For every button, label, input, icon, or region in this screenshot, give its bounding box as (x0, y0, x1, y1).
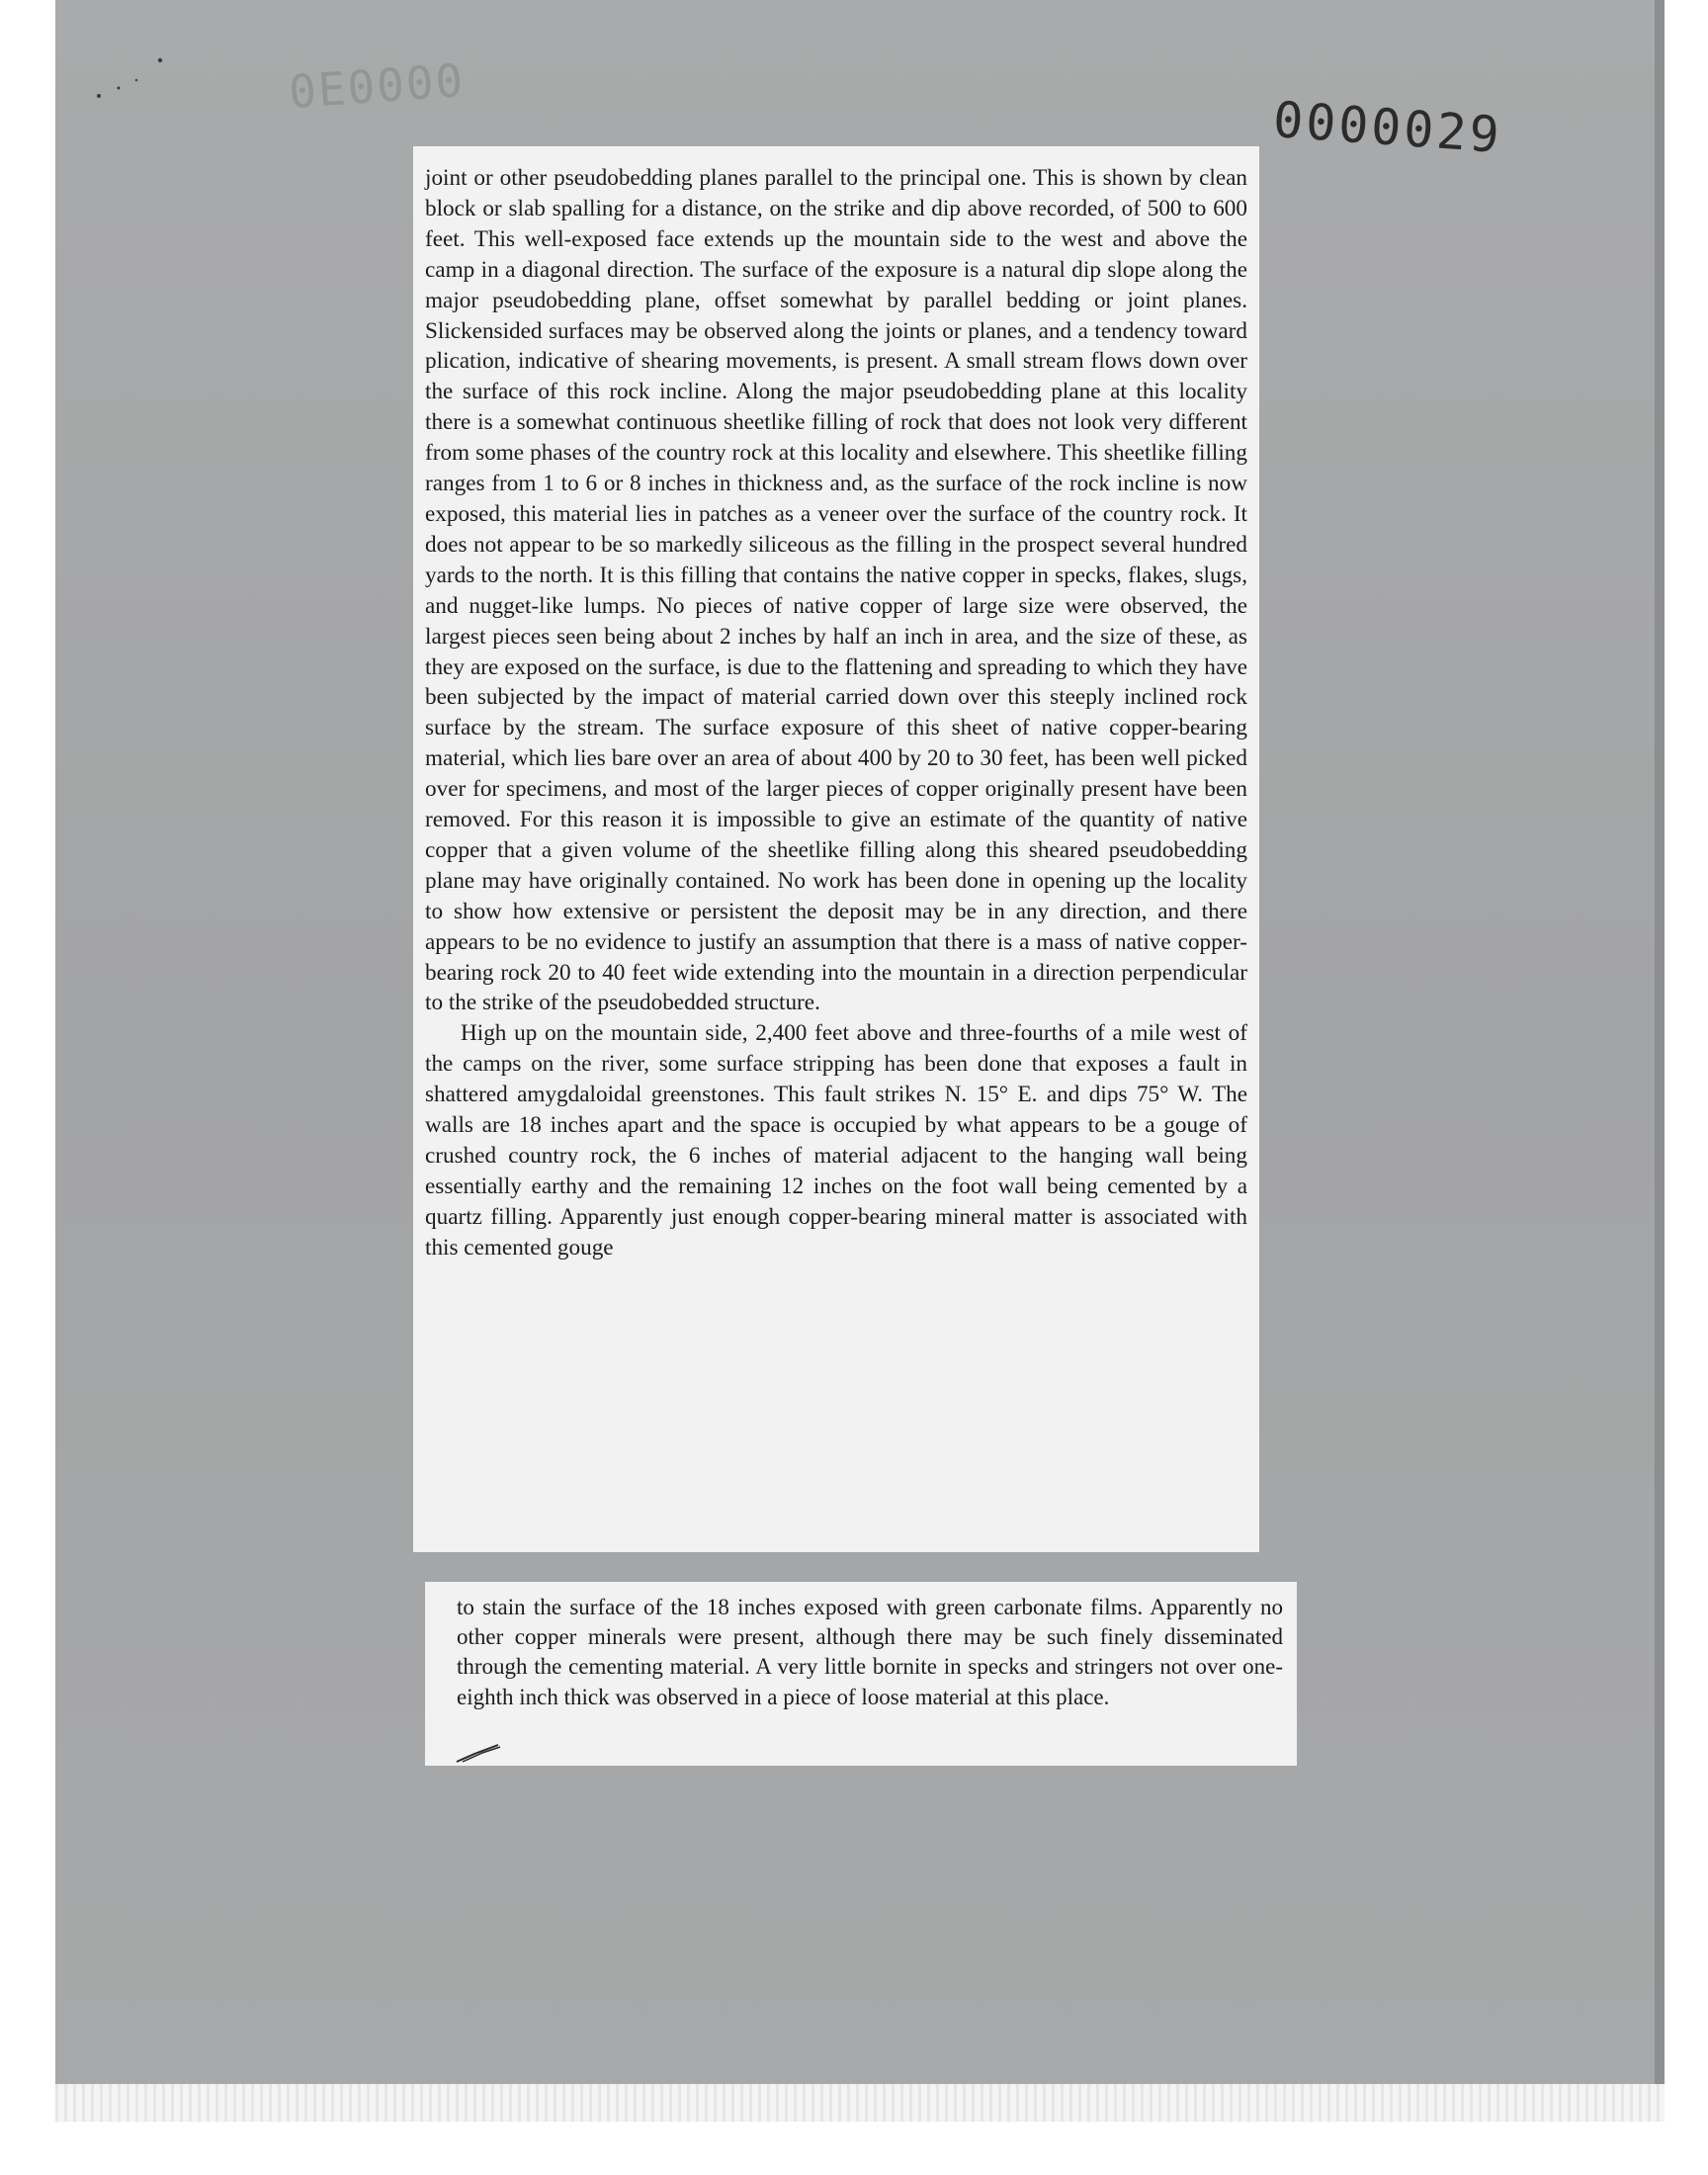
body-paragraph-1: joint or other pseudobedding planes parallel to the principal one. This is shown by clean block or slab spalling for a distance, on the strike and dip above recorded, of 500 to 600 feet. This well-exposed face extends up the mountain side to the west and above the camp in a diagonal direction. The surface of the exposure is a natural dip slope along the major pseudobedding plane, offset somewhat by parallel bedding or joint planes. Slickensided surfaces may be observed along the joints or planes, and a tendency toward plication, indicative of shearing movements, is present. A small stream flows down over the surface of this rock incline. Along the major pseudobedding plane at this locality there is a somewhat continuous sheetlike filling of rock that does not look very different from some phases of the country rock at this locality and elsewhere. This sheetlike filling ranges from 1 to 6 or 8 inches in thickness and, as the surface of the rock incline is now exposed, this material lies in patches as a veneer over the surface of the country rock. It does not appear to be so markedly siliceous as the filling in the prospect several hundred yards to the north. It is this filling that contains the native copper in specks, flakes, slugs, and nugget-like lumps. No pieces of native copper of large size were observed, the largest pieces seen being about 2 inches by half an inch in area, and the size of these, as they are exposed on the surface, is due to the flattening and spreading to which they have been subjected by the impact of material carried down over this steeply inclined rock surface by the stream. The surface exposure of this sheet of native copper-bearing material, which lies bare over an area of about 400 by 20 to 30 feet, has been well picked over for specimens, and most of the larger pieces of copper originally present have been removed. For this reason it is impossible to give an estimate of the quantity of native copper that a given volume of the sheetlike filling along this sheared pseudobedding plane may have originally contained. No work has been done in opening up the locality to show how extensive or persistent the deposit may be in any direction, and there appears to be no evidence to justify an assumption that there is a mass of native copper-bearing rock 20 to 40 feet wide extending into the mountain in a direction perpendicular to the strike of the pseudobedded structure. (425, 165, 1247, 1016)
stamped-page-number: 0000029 (1271, 90, 1504, 165)
pen-tick-mark-icon (455, 1742, 504, 1764)
sheet-edge-shadow (1655, 0, 1665, 2084)
text-clipping-continuation (425, 1582, 1297, 1766)
scanner-bottom-strip (55, 2084, 1665, 2122)
text-clipping-main (413, 146, 1259, 1552)
continuation-paragraph: to stain the surface of the 18 inches exposed with green carbonate films. Apparently no other copper minerals were present, although there may be such finely disseminated through the cementing material. A very little bornite in specks and stringers not over one-eighth inch thick was observed in a piece of loose material at this place. (457, 1595, 1283, 1709)
body-paragraph-2: High up on the mountain side, 2,400 feet above and three-fourths of a mile west of the camps on the river, some surface stripping has been done that exposes a fault in shattered amygdaloidal greenstones. This fault strikes N. 15° E. and dips 75° W. The walls are 18 inches apart and the space is occupied by what appears to be a gouge of crushed country rock, the 6 inches of material adjacent to the hanging wall being essentially earthy and the remaining 12 inches on the foot wall being cemented by a quartz filling. Apparently just enough copper-bearing mineral matter is associated with this cemented gouge (425, 1020, 1247, 1261)
dust-specks (89, 54, 178, 104)
faint-stamped-number: 0E0000 (287, 52, 467, 120)
